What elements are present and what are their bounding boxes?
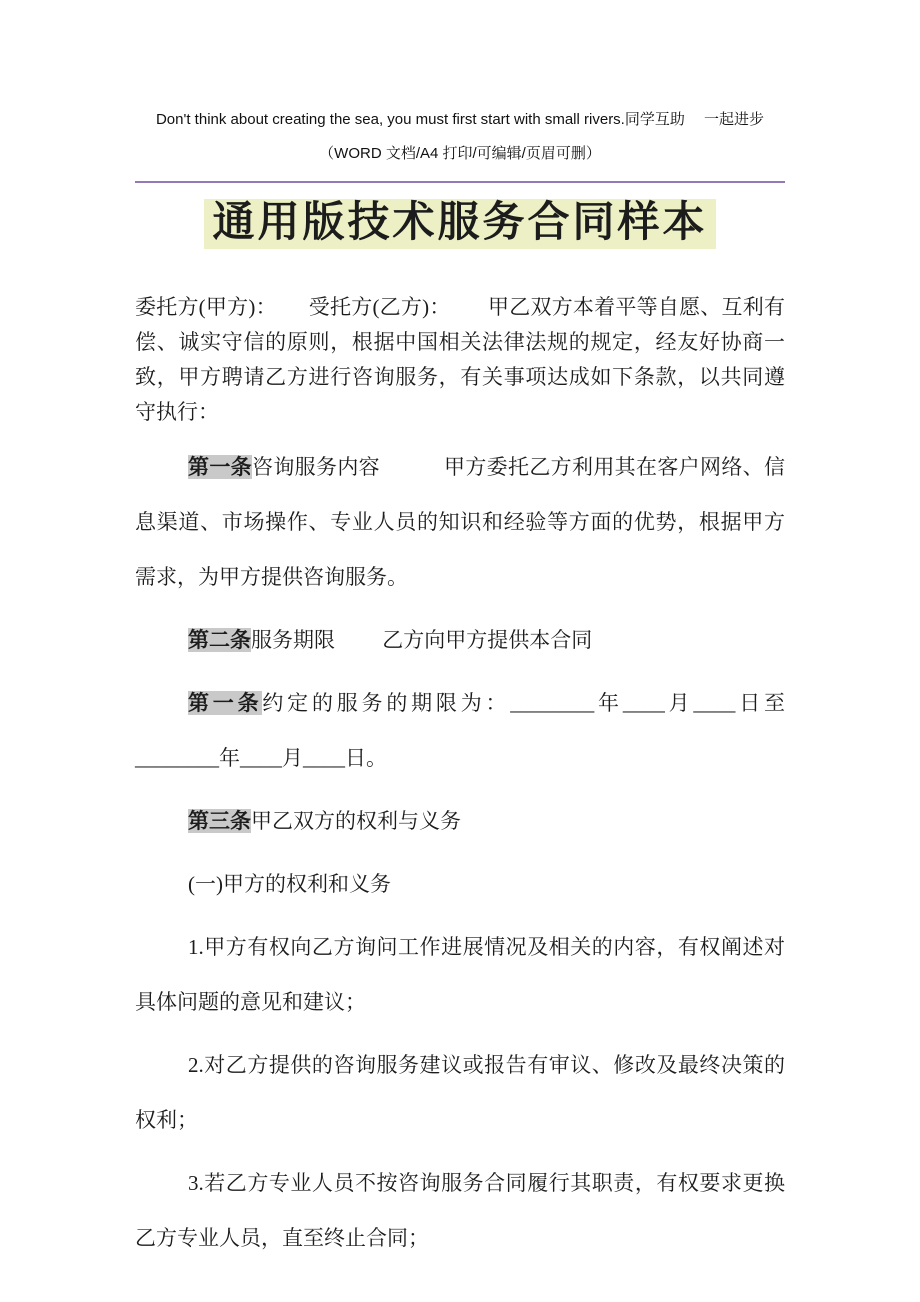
paragraph-text: 1.甲方有权向乙方询问工作进展情况及相关的内容，有权阐述对具体问题的意见和建议； — [135, 935, 785, 1014]
paragraph — [135, 290, 785, 430]
clause-number-highlight: 第三条 — [188, 809, 251, 833]
paragraph — [135, 920, 785, 1030]
clause-number-highlight: 第二条 — [188, 628, 251, 652]
paragraph — [135, 1156, 785, 1266]
clause-number-highlight: 第一条 — [188, 455, 252, 479]
document-title-text: 通用版技术服务合同样本 — [204, 199, 715, 249]
paragraph — [135, 613, 785, 668]
header-separator-line — [135, 181, 785, 183]
paragraph — [135, 794, 785, 849]
paragraph-text: 委托方(甲方)： 受托方(乙方)： 甲乙双方本着平等自愿、互利有偿、诚实守信的原则，根据中国相关法律法规的规定，经友好协商一致，甲方聘请乙方进行咨询服务，有关事项达成如下条款，以共同遵守执行： — [135, 295, 785, 424]
paragraph-text: 3.若乙方专业人员不按咨询服务合同履行其职责，有权要求更换乙方专业人员，直至终止合同； — [135, 1171, 785, 1250]
document-title — [135, 194, 785, 252]
paragraph-text: 咨询服务内容 甲方委托乙方利用其在客户网络、信息渠道、市场操作、专业人员的知识和经验等方面的优势，根据甲方需求，为甲方提供咨询服务。 — [135, 455, 785, 589]
clause-number-highlight: 第一条 — [188, 691, 263, 715]
document-body — [135, 290, 785, 1266]
page-header-text: Don't think about creating the sea, you must first start with small rivers.同学互助 一起进步（WORD 文档/A4 打印/可编辑/页眉可删） — [155, 111, 765, 162]
paragraph — [135, 857, 785, 912]
paragraph-text: 服务期限 乙方向甲方提供本合同 — [251, 628, 593, 652]
paragraph-text: 甲乙双方的权利与义务 — [251, 809, 461, 833]
paragraph — [135, 676, 785, 786]
paragraph — [135, 440, 785, 605]
document-content — [135, 0, 785, 1266]
paragraph-text: 约定的服务的期限为：________年____月____日至________年____月____日。 — [135, 691, 786, 770]
paragraph-text: (一)甲方的权利和义务 — [188, 872, 391, 896]
paragraph-text: 2.对乙方提供的咨询服务建议或报告有审议、修改及最终决策的权利； — [135, 1053, 785, 1132]
paragraph — [135, 1038, 785, 1148]
